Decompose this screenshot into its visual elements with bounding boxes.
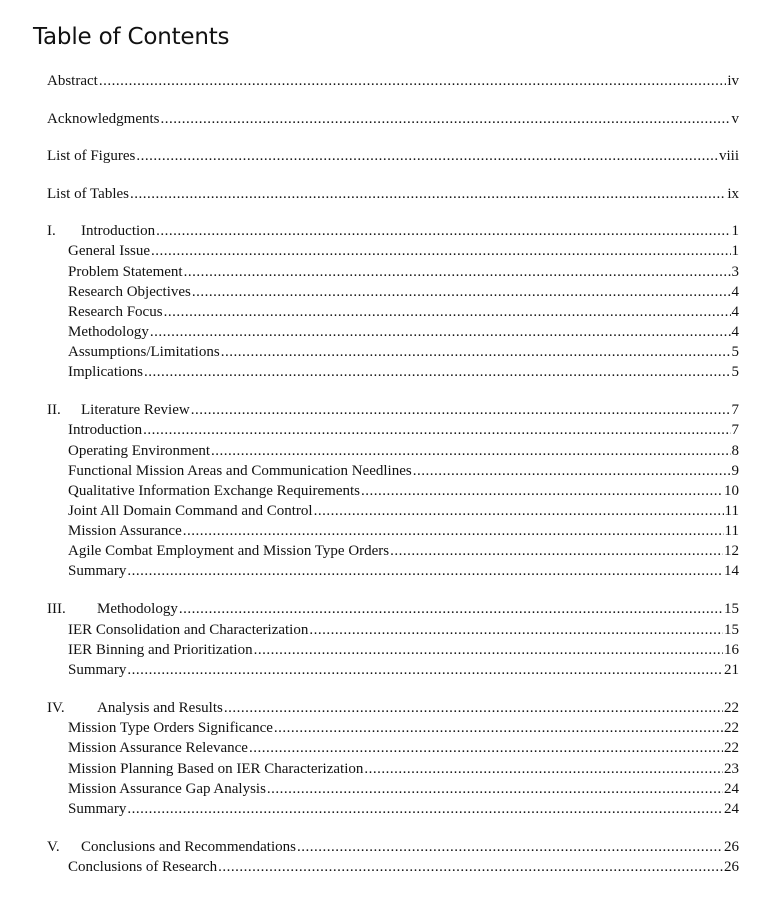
dot-leader <box>221 342 731 362</box>
toc-page-number: 14 <box>724 563 739 579</box>
toc-entry-label: Acknowledgments <box>47 111 160 127</box>
toc-page-number: 3 <box>731 264 739 280</box>
dot-leader <box>179 599 723 619</box>
page-title: Table of Contents <box>33 24 230 50</box>
section-title: Research Focus <box>68 304 163 320</box>
toc-page-number: 22 <box>724 700 739 716</box>
dot-leader <box>224 698 723 718</box>
toc-section[interactable] <box>68 282 739 302</box>
dot-leader <box>183 521 724 541</box>
toc-section[interactable] <box>68 342 739 362</box>
dot-leader <box>164 302 731 322</box>
toc-entry-label: Abstract <box>47 73 98 89</box>
toc-entry-label: List of Tables <box>47 186 129 202</box>
section-title: Mission Assurance <box>68 523 182 539</box>
toc-page-number: 16 <box>724 642 739 658</box>
toc-entry-label: List of Figures <box>47 148 136 164</box>
section-title: Mission Type Orders Significance <box>68 720 273 736</box>
dot-leader <box>274 718 723 738</box>
dot-leader <box>413 461 731 481</box>
dot-leader <box>136 146 718 166</box>
dot-leader <box>192 282 731 302</box>
chapter-number: IV. <box>47 700 65 716</box>
dot-leader <box>314 501 724 521</box>
toc-page-number: v <box>731 111 739 127</box>
toc-page-number: 11 <box>724 503 739 519</box>
toc-page-number: viii <box>718 148 739 164</box>
dot-leader <box>143 420 730 440</box>
dot-leader <box>309 620 723 640</box>
dot-leader <box>99 71 727 91</box>
dot-leader <box>267 779 723 799</box>
dot-leader <box>127 660 723 680</box>
toc-chapter-3[interactable] <box>47 599 739 619</box>
toc-section[interactable] <box>68 620 739 640</box>
section-title: Research Objectives <box>68 284 191 300</box>
toc-page-number: 7 <box>731 402 739 418</box>
toc-section[interactable] <box>68 322 739 342</box>
toc-page-number: 9 <box>731 463 739 479</box>
toc-chapter-5[interactable] <box>47 837 739 857</box>
toc-entry-acknowledgments[interactable] <box>47 109 739 129</box>
section-title: Operating Environment <box>68 443 211 459</box>
toc-section[interactable] <box>68 262 739 282</box>
toc-page-number: 15 <box>724 622 739 638</box>
chapter-number: I. <box>47 223 56 239</box>
section-title: Mission Assurance Gap Analysis <box>68 781 266 797</box>
section-title: Conclusions of Research <box>68 859 218 875</box>
section-title: Summary <box>68 662 127 678</box>
chapter-title: Methodology <box>97 601 178 617</box>
toc-page-number: 23 <box>724 761 739 777</box>
toc-entry-list-of-tables[interactable] <box>47 184 739 204</box>
section-title: Introduction <box>68 422 143 438</box>
chapter-number: II. <box>47 402 61 418</box>
toc-section[interactable] <box>68 420 739 440</box>
dot-leader <box>160 109 730 129</box>
dot-leader <box>144 362 731 382</box>
toc-section[interactable] <box>68 779 739 799</box>
dot-leader <box>127 799 723 819</box>
dot-leader <box>127 561 723 581</box>
dot-leader <box>156 221 730 241</box>
section-title: Functional Mission Areas and Communication Needlines <box>68 463 412 479</box>
toc-page-number: 24 <box>724 801 739 817</box>
section-title: Mission Planning Based on IER Characterization <box>68 761 364 777</box>
chapter-title: Analysis and Results <box>97 700 223 716</box>
dot-leader <box>130 184 726 204</box>
dot-leader <box>249 738 723 758</box>
toc-page-number: 7 <box>731 422 739 438</box>
dot-leader <box>151 241 730 261</box>
section-title: Problem Statement <box>68 264 183 280</box>
section-title: Summary <box>68 801 127 817</box>
chapter-number: III. <box>47 601 66 617</box>
section-title: Assumptions/Limitations <box>68 344 220 360</box>
toc-page-number: 4 <box>731 304 739 320</box>
toc-page-number: 5 <box>731 344 739 360</box>
section-title: IER Binning and Prioritization <box>68 642 253 658</box>
toc-section[interactable] <box>68 461 739 481</box>
toc-page-number: 11 <box>724 523 739 539</box>
toc-page-number: 22 <box>724 740 739 756</box>
toc-page-number: 8 <box>731 443 739 459</box>
toc-section[interactable] <box>68 799 739 819</box>
toc-page-number: 5 <box>731 364 739 380</box>
toc-entry-list-of-figures[interactable] <box>47 146 739 166</box>
toc-section[interactable] <box>68 561 739 581</box>
toc-page-number: 4 <box>731 324 739 340</box>
toc-chapter-2[interactable] <box>47 400 739 420</box>
toc-section[interactable] <box>68 302 739 322</box>
toc-page-number: 4 <box>731 284 739 300</box>
section-title: Joint All Domain Command and Control <box>68 503 313 519</box>
dot-leader <box>364 759 723 779</box>
toc-section[interactable] <box>68 738 739 758</box>
section-title: Agile Combat Employment and Mission Type Orders <box>68 543 390 559</box>
dot-leader <box>191 400 731 420</box>
toc-section[interactable] <box>68 759 739 779</box>
toc-section[interactable] <box>68 857 739 877</box>
section-title: Methodology <box>68 324 149 340</box>
section-title: IER Consolidation and Characterization <box>68 622 309 638</box>
toc-section[interactable] <box>68 241 739 261</box>
toc-section[interactable] <box>68 481 739 501</box>
toc-section[interactable] <box>68 441 739 461</box>
chapter-title: Literature Review <box>81 402 190 418</box>
section-title: Mission Assurance Relevance <box>68 740 248 756</box>
dot-leader <box>184 262 731 282</box>
toc-page-number: 1 <box>731 223 739 239</box>
chapter-title: Introduction <box>81 223 156 239</box>
dot-leader <box>390 541 723 561</box>
toc-page-number: 26 <box>724 839 739 855</box>
toc-section[interactable] <box>68 362 739 382</box>
toc-section[interactable] <box>68 521 739 541</box>
toc-page-number: 12 <box>724 543 739 559</box>
toc-section[interactable] <box>68 501 739 521</box>
toc-page-number: iv <box>727 73 739 89</box>
section-title: Qualitative Information Exchange Requirements <box>68 483 360 499</box>
toc-page-number: ix <box>727 186 739 202</box>
chapter-title: Conclusions and Recommendations <box>81 839 296 855</box>
dot-leader <box>361 481 723 501</box>
toc-page-number: 10 <box>724 483 739 499</box>
section-title: Implications <box>68 364 143 380</box>
toc-section[interactable] <box>68 640 739 660</box>
chapter-number: V. <box>47 839 60 855</box>
toc-section[interactable] <box>68 541 739 561</box>
toc-section[interactable] <box>68 660 739 680</box>
toc-page-number: 15 <box>724 601 739 617</box>
toc-section[interactable] <box>68 718 739 738</box>
section-title: General Issue <box>68 243 151 259</box>
toc-chapter-1[interactable] <box>47 221 739 241</box>
toc-entry-abstract[interactable] <box>47 71 739 91</box>
toc-page-number: 26 <box>724 859 739 875</box>
dot-leader <box>211 441 730 461</box>
toc-chapter-4[interactable] <box>47 698 739 718</box>
dot-leader <box>297 837 723 857</box>
toc-page-number: 21 <box>724 662 739 678</box>
dot-leader <box>254 640 723 660</box>
toc-page-number: 1 <box>731 243 739 259</box>
section-title: Summary <box>68 563 127 579</box>
dot-leader <box>150 322 731 342</box>
toc-page-number: 24 <box>724 781 739 797</box>
dot-leader <box>218 857 723 877</box>
toc-page-number: 22 <box>724 720 739 736</box>
